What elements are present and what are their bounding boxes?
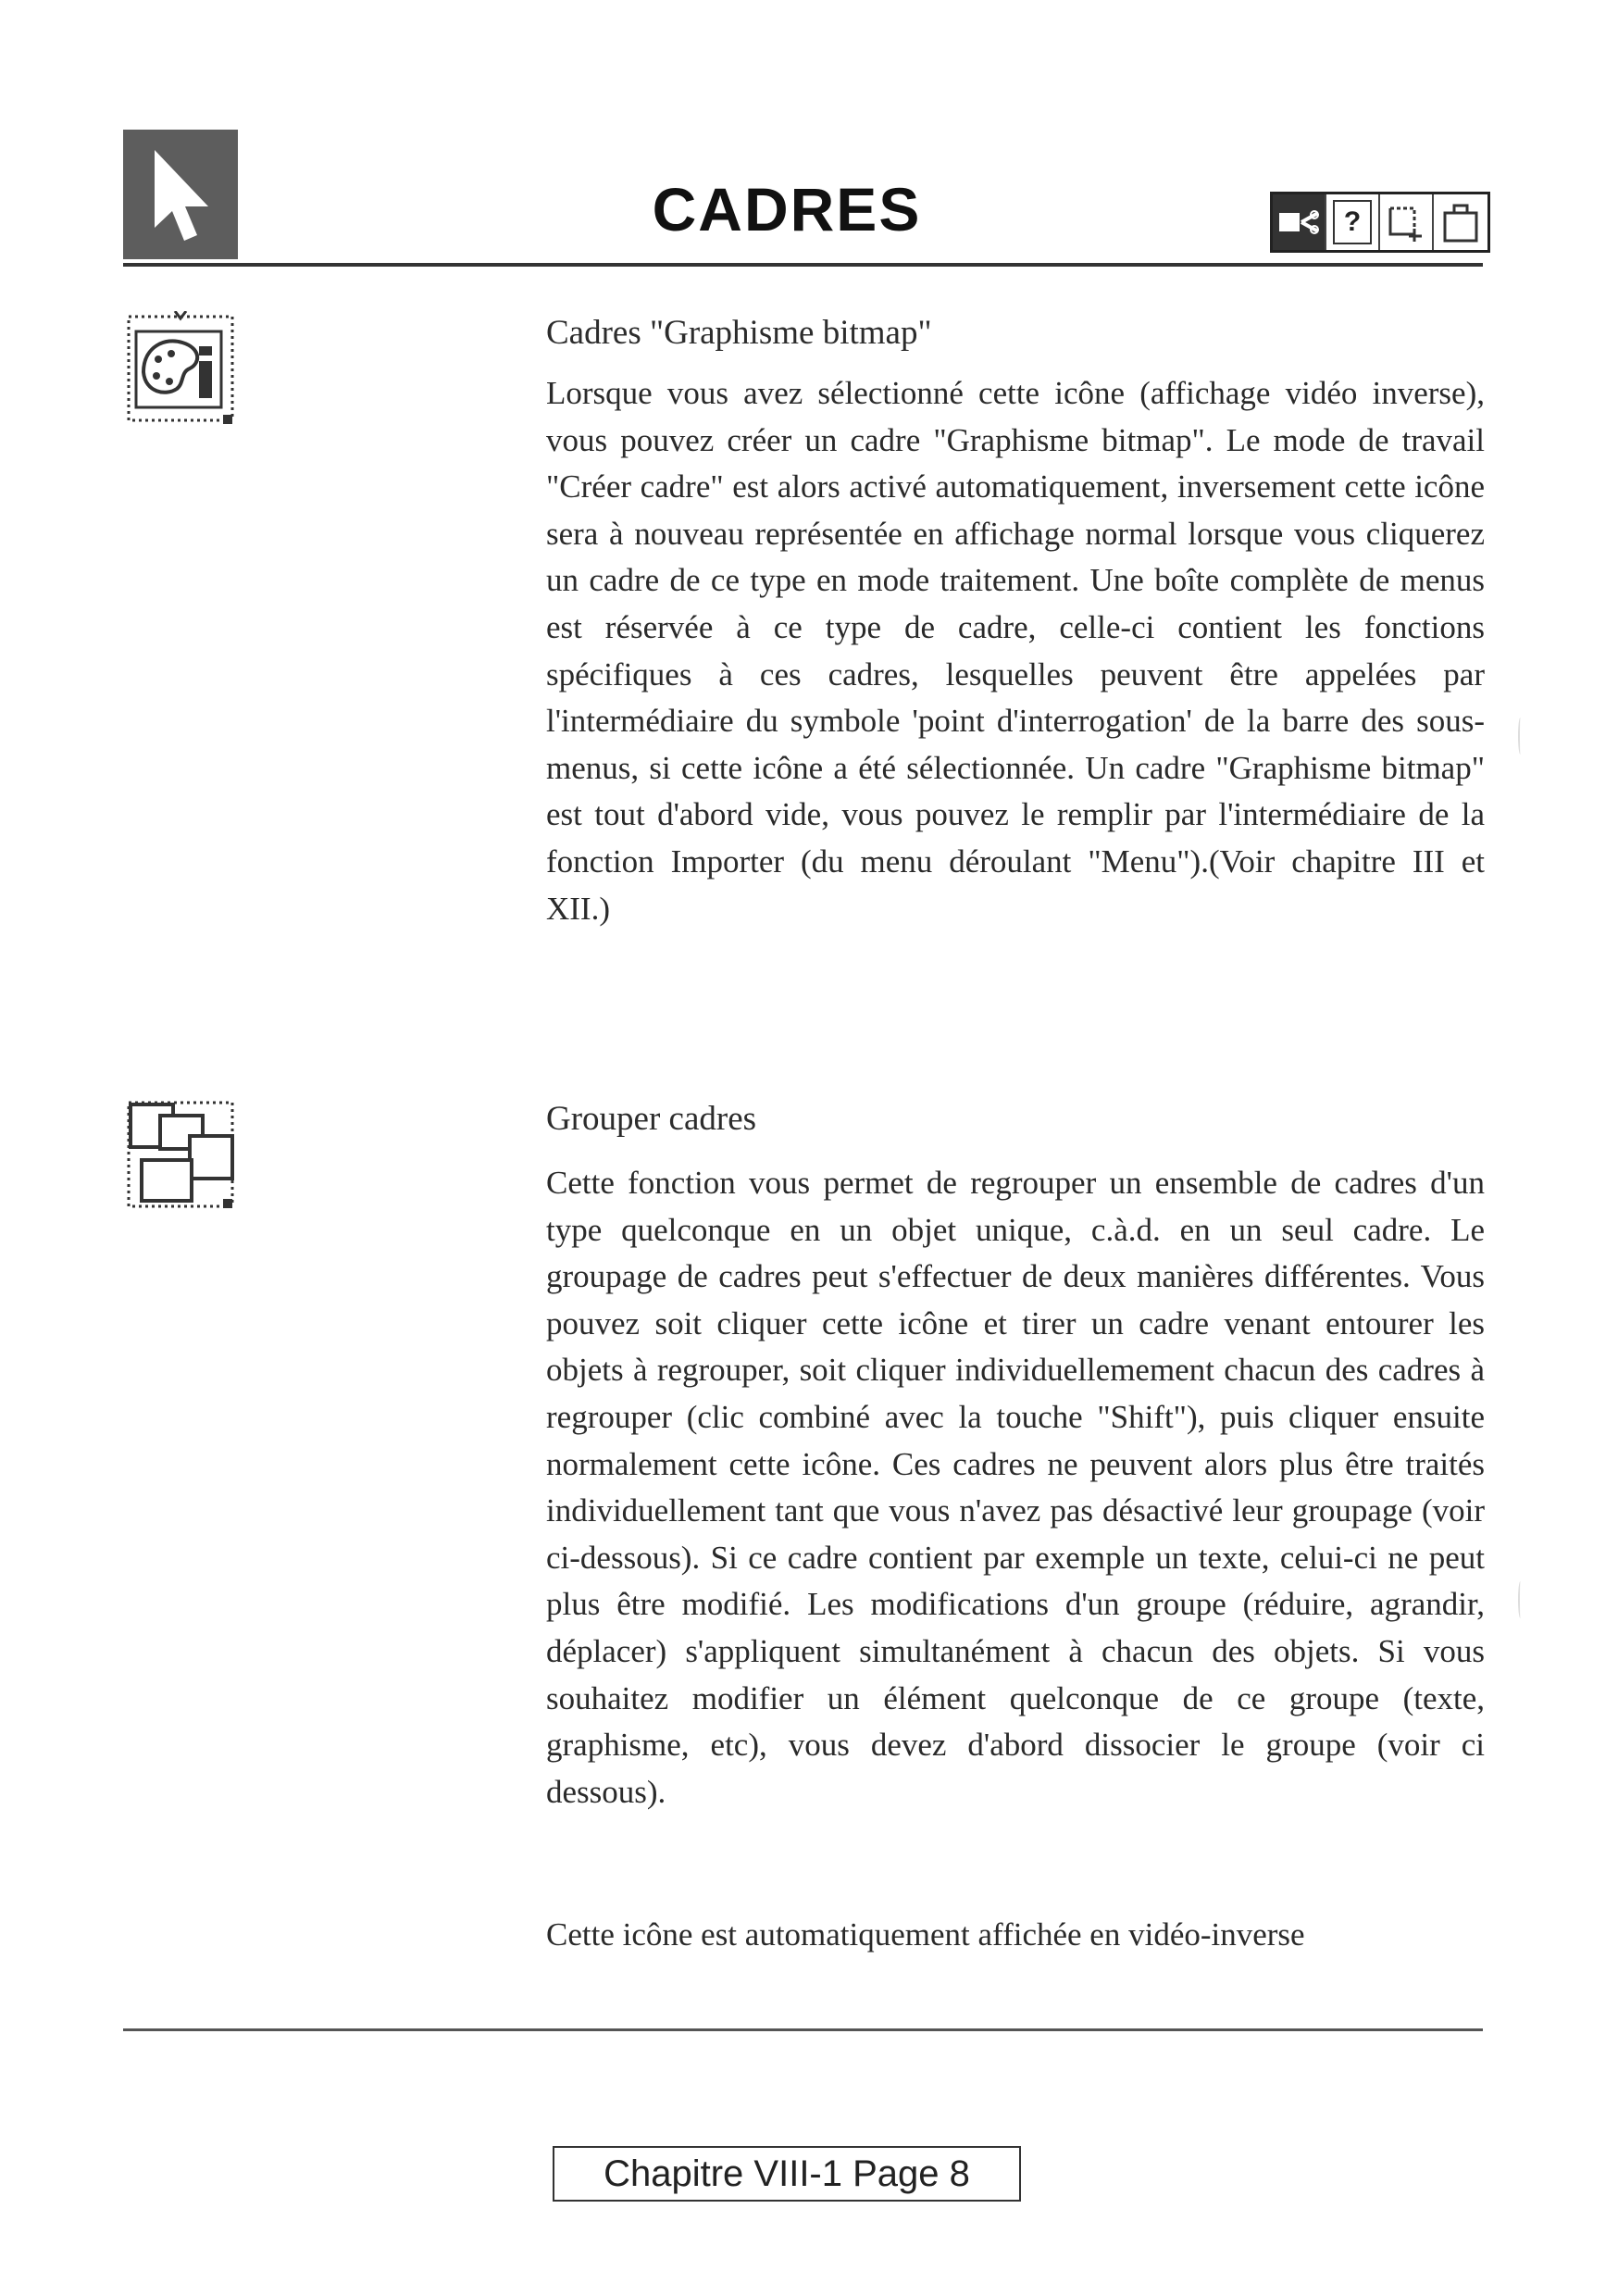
pointer-tool-icon xyxy=(123,130,238,259)
group-frames-icon[interactable] xyxy=(123,1097,239,1213)
header-rule xyxy=(123,263,1483,267)
page-number-label: Chapitre VIII-1 Page 8 xyxy=(553,2146,1021,2202)
section-heading-group: Grouper cadres xyxy=(546,1100,757,1138)
help-glyph: ? xyxy=(1343,206,1362,237)
margin-mark xyxy=(1518,1581,1523,1618)
bitmap-frame-icon[interactable] xyxy=(123,311,239,427)
section-body-group: Cette fonction vous permet de regrouper un ensemble de cadres d'un type quelconque en un objet unique, c.à.d. en un seul cadre. Le groupage de cadres peut s'effectuer de deux manières différentes. Vous pouvez soit cliquer cette icône et tirer un cadre venant entourer les objets à regrouper, soit cliquer individuellemement chacun des cadres à regrouper (clic combiné avec la touche "Shift"), puis cliquer ensuite normalement cette icône. Ces cadres ne peuvent alors plus être traités individuellement tant que vous n'avez pas désactivé leur groupage (voir ci-dessous). Si ce cadre contient par exemple un texte, celui-ci ne peut plus être modifié. Les modifications d'un groupe (réduire, agrandir, déplacer) s'appliquent simultanément à chacun des objets. Si vous souhaitez modifier un élément quelconque de ce groupe (texte, graphisme, etc), vous devez d'abord dissocier le groupe (voir ci dessous). xyxy=(546,1165,1485,1810)
footer-rule xyxy=(123,2028,1483,2031)
section-body-bitmap: Lorsque vous avez sélectionné cette icône (affichage vidéo inverse), vous pouvez créer un cadre "Graphisme bitmap". Le mode de travail "Créer cadre" est alors activé automatiquement, inversement cette icône sera à nouveau représentée en affichage normal lorsque vous cliquerez un cadre de ce type en mode traitement. Une boîte complète de menus est réservée à ce type de cadre, celle-ci contient les fonctions spécifiques à ces cadres, lesquelles peuvent être appelées par l'intermédiaire du symbole 'point d'interrogation' de la barre des sous-menus, si cette icône a été sélectionnée. Un cadre "Graphisme bitmap" est tout d'abord vide, vous pouvez le remplir par l'intermédiaire de la fonction Importer (du menu déroulant "Menu").(Voir chapitre III et XII.) xyxy=(546,375,1485,927)
toolbar xyxy=(1270,192,1490,253)
cut-icon[interactable] xyxy=(1273,194,1326,250)
margin-mark xyxy=(1518,718,1523,755)
frame-icon[interactable] xyxy=(1434,194,1487,250)
section-heading-bitmap: Cadres "Graphisme bitmap" xyxy=(546,314,932,352)
section-note-group: Cette icône est automatiquement affichée en vidéo-inverse xyxy=(546,1916,1305,1953)
help-icon[interactable] xyxy=(1326,194,1380,250)
page-title: CADRES xyxy=(652,175,922,243)
crop-icon[interactable] xyxy=(1380,194,1434,250)
